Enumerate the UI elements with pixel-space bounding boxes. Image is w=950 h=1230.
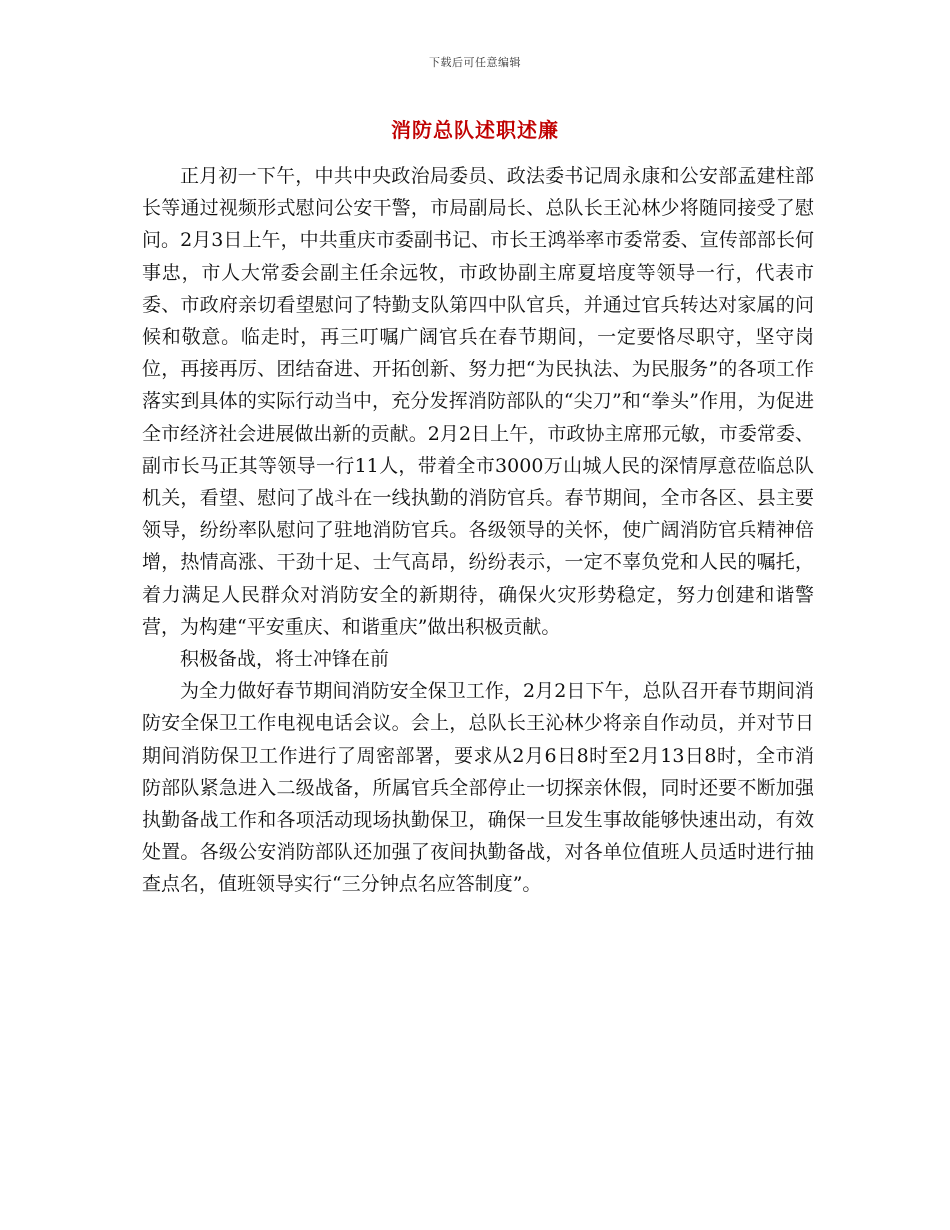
header-note: 下载后可任意编辑 xyxy=(429,56,521,69)
document-body xyxy=(142,160,814,901)
section-heading: 积极备战，将士冲锋在前 xyxy=(180,648,390,671)
paragraph-2: 为全力做好春节期间消防安全保卫工作，2月2日下午，总队召开春节期间消防安全保卫工作电视电话会议。会上，总队长王沁林少将亲自作动员，并对节日期间消防保卫工作进行了周密部署，要求从2月6日8时至2月13日8时，全市消防部队紧急进入二级战备，所属官兵全部停止一切探亲休假，同时还要不断加强执勤备战工作和各项活动现场执勤保卫，确保一旦发生事故能够快速出动，有效处置。各级公安消防部队还加强了夜间执勤备战，对各单位值班人员适时进行抽查点名，值班领导实行“三分钟点名应答制度”。 xyxy=(142,680,814,896)
paragraph-1: 正月初一下午，中共中央政治局委员、政法委书记周永康和公安部孟建柱部长等通过视频形式慰问公安干警，市局副局长、总队长王沁林少将随同接受了慰问。2月3日上午，中共重庆市委副书记、市长王鸿举率市委常委、宣传部部长何事忠，市人大常委会副主任余远牧，市政协副主席夏培度等领导一行，代表市委、市政府亲切看望慰问了特勤支队第四中队官兵，并通过官兵转达对家属的问候和敬意。临走时，再三叮嘱广阔官兵在春节期间，一定要恪尽职守，坚守岗位，再接再厉、团结奋进、开拓创新、努力把“为民执法、为民服务”的各项工作落实到具体的实际行动当中，充分发挥消防部队的“尖刀”和“拳头”作用，为促进全市经济社会进展做出新的贡献。2月2日上午，市政协主席邢元敏，市委常委、副市长马正其等领导一行11人，带着全市3000万山城人民的深情厚意莅临总队机关，看望、慰问了战斗在一线执勤的消防官兵。春节期间，全市各区、县主要领导，纷纷率队慰问了驻地消防官兵。各级领导的关怀，使广阔消防官兵精神倍增，热情高涨、干劲十足、士气高昂，纷纷表示，一定不辜负党和人民的嘱托，着力满足人民群众对消防安全的新期待，确保火灾形势稳定，努力创建和谐警营，为构建“平安重庆、和谐重庆”做出积极贡献。 xyxy=(142,165,814,638)
document-title: 消防总队述职述廉 xyxy=(391,118,559,142)
